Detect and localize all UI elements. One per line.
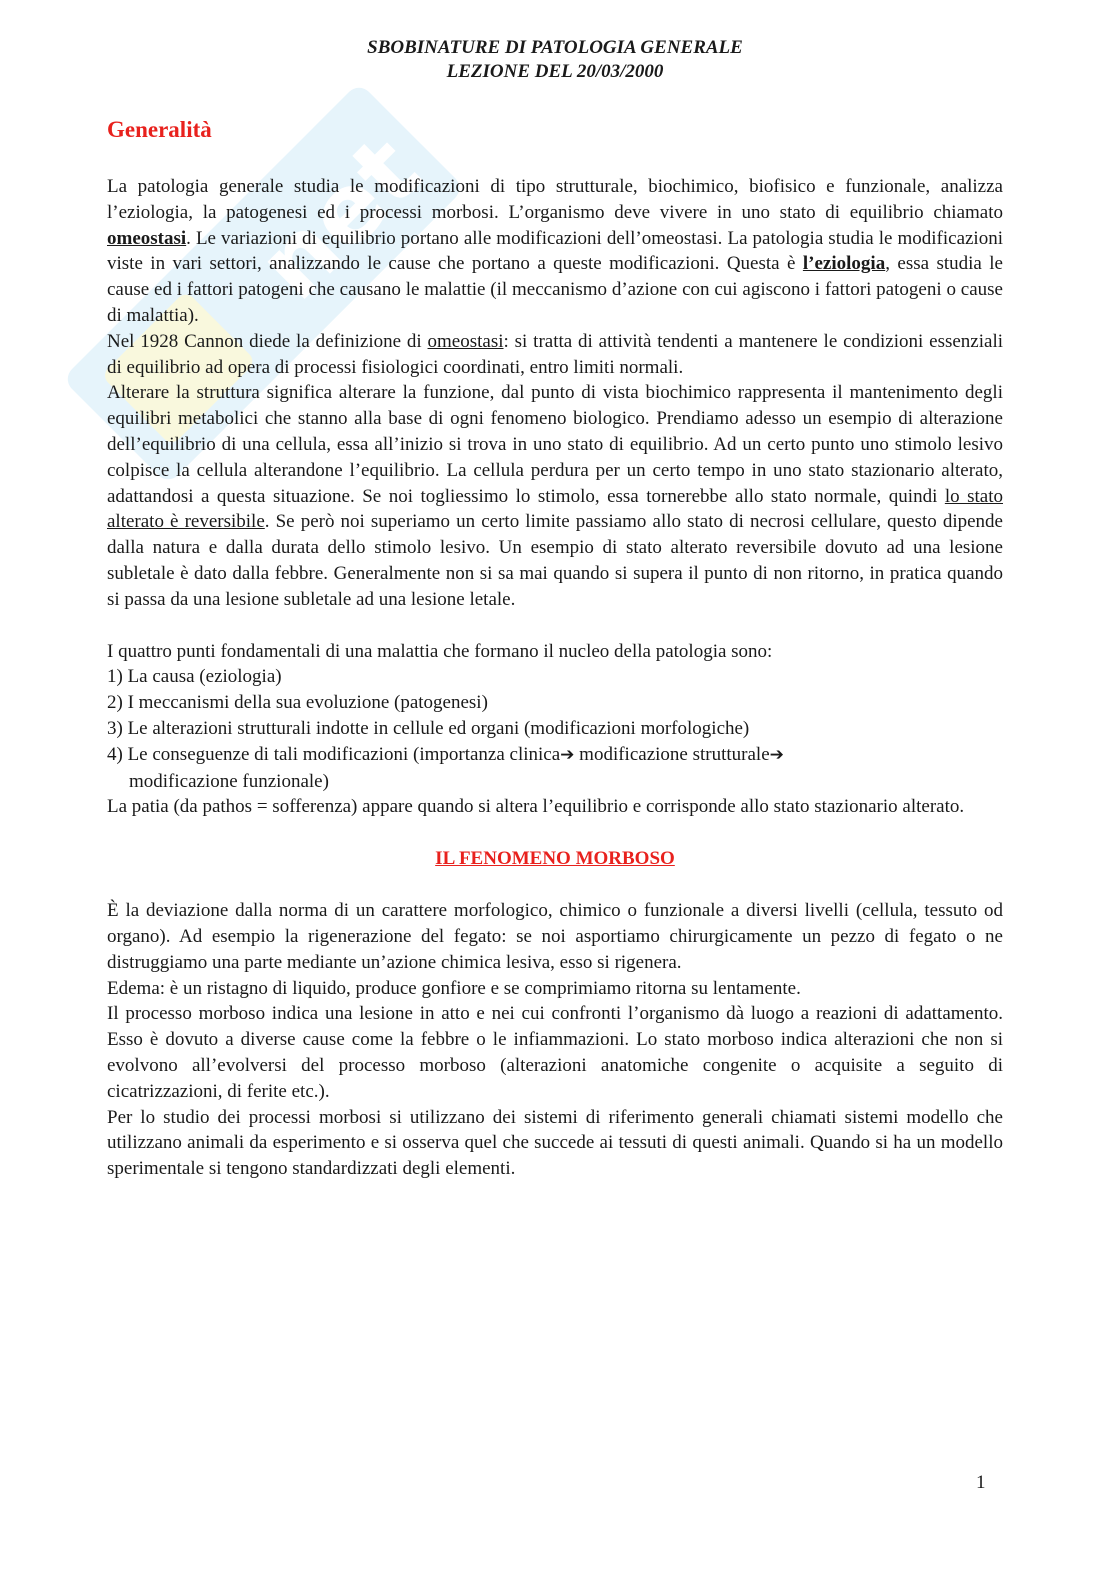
paragraph-cannon: Nel 1928 Cannon diede la definizione di omeostasi: si tratta di attività tendenti a mantenere le condizioni essenziali di equilibrio ad opera di processi fisiologici coordinati, entro limiti normali.: [107, 330, 1003, 378]
points-list: [107, 639, 1003, 795]
paragraph-alterazione: Alterare la struttura significa alterare la funzione, dal punto di vista biochimico rappresenta il mantenimento degli equilibri metabolici che stanno alla base di ogni fenomeno biologico. Prendiamo adesso un esempio di alterazione dell’equilibrio di una cellula, essa all’inizio si trova in uno stato di equilibrio. Ad un certo punto uno stimolo lesivo colpisce la cellula alterandone l’equilibrio. La cellula perdura per un certo tempo in uno stato stazionario alterato, adattandosi a questa situazione. Se noi togliessimo lo stimolo, essa tornerebbe allo stato normale, quindi lo stato alterato è reversibile. Se però noi superiamo un certo limite passiamo allo stato di necrosi cellulare, questo dipende dalla natura e dalla durata dello stimolo lesivo. Un esempio di stato alterato reversibile dovuto ad una lesione subletale è dato dalla febbre. Generalmente non si sa mai quando si supera il punto di non ritorno, in pratica quando si passa da una lesione subletale ad una lesione letale.: [107, 382, 1003, 610]
paragraph-deviazione: È la deviazione dalla norma di un carattere morfologico, chimico o funzionale a diversi livelli (cellula, tessuto od organo). Ad esempio la rigenerazione del fegato: se noi asportiamo chirurgicamente un pezzo di fegato o ne distruggiamo una parte mediante un’azione chimica lesiva, esso si rigenera.: [107, 900, 1003, 973]
section-title-fenomeno-morboso: IL FENOMENO MORBOSO: [435, 848, 675, 870]
list-item: 2) I meccanismi della sua evoluzione (patogenesi): [107, 692, 488, 714]
list-item: 4) Le conseguenze di tali modificazioni (importanza clinica➔ modificazione strutturale➔: [107, 743, 784, 765]
section-title-generalita: Generalità: [107, 117, 212, 142]
paragraph-edema: Edema: è un ristagno di liquido, produce gonfiore e se comprimiamo ritorna su lentamente.: [107, 977, 801, 999]
document-page: [107, 36, 1003, 1182]
term-omeostasi-def: omeostasi: [427, 330, 504, 352]
arrow-right-icon: ➔: [769, 744, 784, 765]
term-eziologia: l’eziologia: [802, 253, 886, 275]
paragraph-processo-morboso: Il processo morboso indica una lesione in atto e nei cui confronti l’organismo dà luogo a reazioni di adattamento. Esso è dovuto a diverse cause come la febbre o le infiammazioni. Lo stato morboso indica alterazioni che non si evolvono all’evolversi del processo morboso (alterazioni anatomiche congenite o acquisite a seguito di cicatrizzazioni, di ferite etc.).: [107, 1003, 1003, 1102]
watermark-text: net: [235, 115, 442, 322]
list-intro: I quattro punti fondamentali di una malattia che formano il nucleo della patologia sono:: [107, 640, 773, 662]
list-item-continuation: modificazione funzionale): [129, 770, 329, 792]
paragraph-sistemi-modello: Per lo studio dei processi morbosi si utilizzano dei sistemi di riferimento generali chiamati sistemi modello che utilizzano animali da esperimento e si osserva quel che succede ai tessuti di questi animali. Quando si ha un modello sperimentale si tengono standardizzati degli elementi.: [107, 1106, 1003, 1180]
header-line-2: LEZIONE DEL 20/03/2000: [446, 61, 664, 82]
paragraph-patia: La patia (da pathos = sofferenza) appare quando si altera l’equilibrio e corrisponde allo stato stazionario alterato.: [107, 796, 965, 818]
list-item: 3) Le alterazioni strutturali indotte in cellule ed organi (modificazioni morfologiche): [107, 717, 750, 739]
page-number: 1: [976, 1472, 986, 1493]
arrow-right-icon: ➔: [560, 744, 575, 765]
list-item: 1) La causa (eziologia): [107, 666, 282, 688]
document-header: [107, 36, 1003, 84]
term-reversibile: lo stato alterato è reversibile: [107, 485, 1003, 533]
header-line-1: SBOBINATURE DI PATOLOGIA GENERALE: [367, 37, 743, 58]
paragraph-intro: La patologia generale studia le modificazioni di tipo strutturale, biochimico, biofisico e funzionale, analizza l’eziologia, la patogenesi ed i processi morbosi. L’organismo deve vivere in uno stato di equilibrio chiamato omeostasi. Le variazioni di equilibrio portano alle modificazioni dell’omeostasi. La patologia studia le modificazioni viste in vari settori, analizzando le cause che portano a queste modificazioni. Questa è l’eziologia, essa studia le cause ed i fattori patogeni che causano le malattie (il meccanismo d’azione con cui agiscono i fattori patogeni o cause di malattia).: [107, 176, 1003, 326]
term-omeostasi: omeostasi: [107, 227, 187, 249]
